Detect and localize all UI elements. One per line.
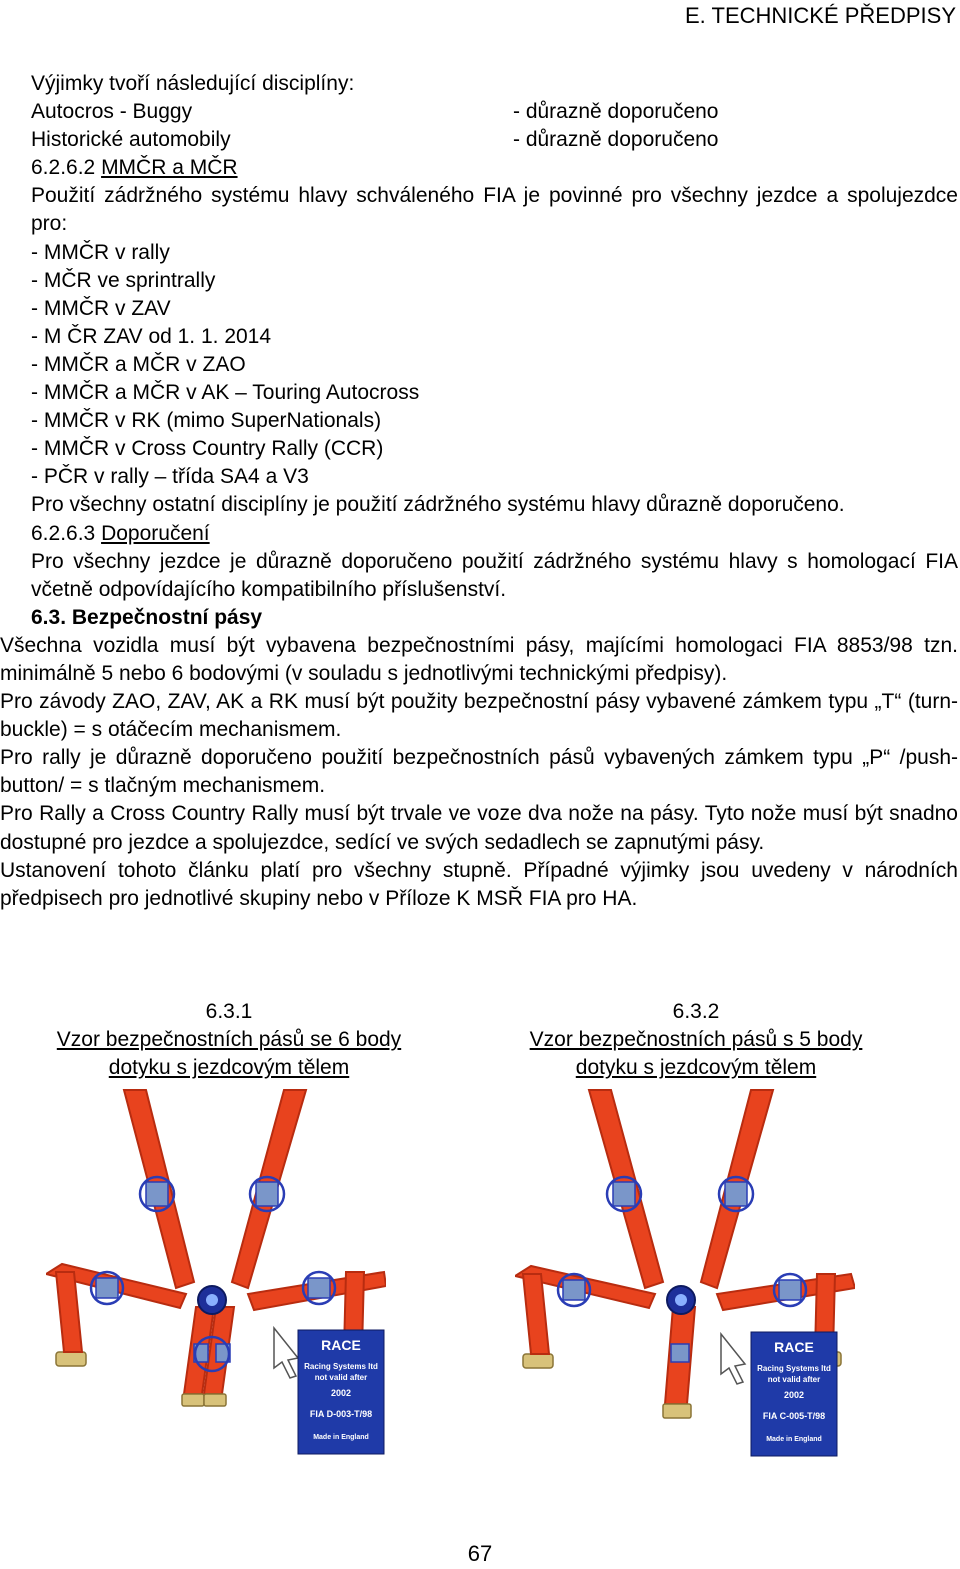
page-number: 67 — [467, 1541, 493, 1566]
page-header: E. TECHNICKÉ PŘEDPISY — [685, 3, 956, 28]
label-line-text: not valid after — [767, 1375, 821, 1384]
paragraph: Ustanovení tohoto článku platí pro všechny stupně. Případné výjimky jsou uvedeny v národních předpisech pro jednotlivé skupiny nebo v Příloze K MSŘ FIA pro HA. — [0, 858, 958, 910]
figure-caption-line: dotyku s jezdcovým tělem — [575, 1056, 817, 1080]
figure-caption — [486, 998, 906, 1082]
figure-number: 6.3.2 — [672, 1000, 720, 1023]
paragraph: Všechna vozidla musí být vybavena bezpečnostními pásy, majícími homologaci FIA 8853/98 tzn. minimálně 5 nebo 6 bodovými (v souladu s jednotlivými technickými předpisy). — [0, 633, 958, 685]
section-title: Doporučení — [101, 521, 210, 545]
label-race-text: RACE — [774, 1339, 814, 1355]
list-item: - MMČR v ZAV — [31, 296, 171, 320]
section-63-heading: 6.3. Bezpečnostní pásy — [31, 605, 263, 629]
label-line-text: Made in England — [313, 1434, 369, 1441]
section-number: 6.2.6.2 — [31, 156, 102, 180]
paragraph: Pro Rally a Cross Country Rally musí být trvale ve voze dva nože na pásy. Tyto nože musí být snadno dostupné pro jezdce a spolujezdce, sedící ve svých sedadlech se zapnutými pásy. — [0, 802, 958, 854]
figure-caption — [18, 998, 440, 1082]
label-line-text: Racing Systems ltd — [304, 1362, 378, 1371]
section-6262-intro: Použití zádržného systému hlavy schváleného FIA je povinné pro všechny jezdce a spolujezdce pro: — [31, 184, 958, 236]
figure-caption-line: Vzor bezpečnostních pásů se 6 body — [56, 1028, 402, 1052]
list-item: - MMČR v Cross Country Rally (CCR) — [31, 437, 384, 461]
list-item: - MČR ve sprintrally — [31, 268, 216, 292]
list-item: - MMČR a MČR v ZAO — [31, 352, 246, 376]
section-6263-text: Pro všechny jezdce je důrazně doporučeno použití zádržného systému hlavy s homologací FIA včetně odpovídajícího kompatibilního příslušenství. — [31, 549, 958, 601]
paragraph: Pro rally je důrazně doporučeno použití bezpečnostních pásů vybavených zámkem typu „P“ /push-button/ = s tlačným mechanismem. — [0, 746, 958, 798]
figure-number: 6.3.1 — [205, 1000, 253, 1023]
label-line-text: 2002 — [783, 1390, 805, 1400]
label-line-text: Racing Systems ltd — [757, 1364, 831, 1373]
exception-value: - důrazně doporučeno — [513, 100, 719, 124]
figure-caption-line: dotyku s jezdcovým tělem — [108, 1056, 350, 1080]
exception-name: Historické automobily — [31, 128, 231, 152]
list-item: - MMČR v RK (mimo SuperNationals) — [31, 409, 382, 433]
list-item: - M ČR ZAV od 1. 1. 2014 — [31, 324, 272, 348]
section-6262-outro: Pro všechny ostatní disciplíny je použití zádržného systému hlavy důrazně doporučeno. — [31, 493, 845, 517]
list-item: - PČR v rally – třída SA4 a V3 — [31, 465, 309, 489]
exception-row — [0, 126, 958, 154]
section-6263-heading — [0, 520, 958, 548]
exception-row — [0, 98, 958, 126]
list-item: - MMČR a MČR v AK – Touring Autocross — [31, 381, 420, 405]
section-number: 6.2.6.3 — [31, 521, 102, 545]
exception-name: Autocros - Buggy — [31, 100, 193, 124]
label-line-text: 2002 — [330, 1388, 352, 1398]
list-item: - MMČR v rally — [31, 240, 170, 264]
exceptions-intro: Výjimky tvoří následující disciplíny: — [31, 72, 355, 95]
figure-caption-line: Vzor bezpečnostních pásů s 5 body — [529, 1028, 863, 1052]
document-body — [0, 70, 958, 913]
label-line-text: not valid after — [314, 1373, 368, 1382]
exception-value: - důrazně doporučeno — [513, 128, 719, 152]
label-line-text: FIA C-005-T/98 — [762, 1411, 826, 1421]
section-6262-heading — [0, 154, 958, 182]
harness-5-point-illustration — [515, 1082, 855, 1462]
section-title: MMČR a MČR — [101, 156, 238, 180]
harness-6-point-illustration — [46, 1082, 386, 1462]
label-line-text: FIA D-003-T/98 — [309, 1409, 373, 1419]
paragraph: Pro závody ZAO, ZAV, AK a RK musí být použity bezpečnostní pásy vybavené zámkem typu „T“ (turn-buckle) = s otáčecím mechanismem. — [0, 690, 958, 742]
label-line-text: Made in England — [766, 1436, 822, 1443]
label-race-text: RACE — [321, 1337, 361, 1353]
